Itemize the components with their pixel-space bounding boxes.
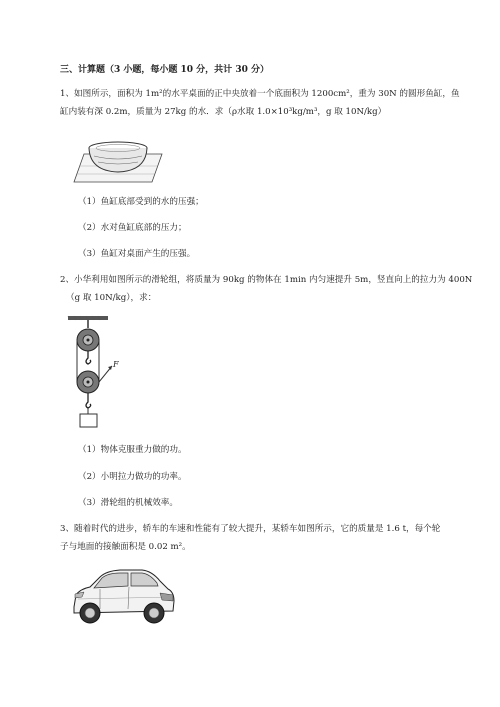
q1-sub3: （3）鱼缸对桌面产生的压强。 xyxy=(78,249,196,259)
fish-tank-figure xyxy=(74,136,164,184)
q2-text-line2: （g 取 10N/kg），求： xyxy=(66,293,157,303)
q3-text-line2: 子与地面的接触面积是 0.02 m²。 xyxy=(60,542,191,552)
q2-sub2: （2）小明拉力做功的功率。 xyxy=(78,472,187,482)
q1-sub2: （2）水对鱼缸底部的压力； xyxy=(78,223,187,233)
q2-sub3: （3）滑轮组的机械效率。 xyxy=(78,498,178,508)
force-label: F xyxy=(113,360,119,369)
q1-sub1: （1）鱼缸底部受到的水的压强； xyxy=(78,197,204,207)
q2-sub1: （1）物体克服重力做的功。 xyxy=(78,445,187,455)
section-title: 三、计算题（3 小题，每小题 10 分，共计 30 分） xyxy=(60,65,269,75)
q3-text-line1: 3、随着时代的进步，轿车的车速和性能有了较大提升，某轿车如图所示，它的质量是 1.6 t，每个轮 xyxy=(60,524,441,534)
q1-text-line1: 1、如图所示，面积为 1m²的水平桌面的正中央放着一个底面积为 1200cm²，重为 30N 的圆形鱼缸，鱼 xyxy=(60,89,460,99)
q1-text-line2: 缸内装有深 0.2m，质量为 27kg 的水．求（ρ水取 1.0×10³kg/m³，g 取 10N/kg） xyxy=(60,107,387,117)
pulley-system-figure xyxy=(68,316,128,428)
car-figure xyxy=(70,561,176,629)
q2-text-line1: 2、小华利用如图所示的滑轮组，将质量为 90kg 的物体在 1min 内匀速提升 5m，竖直向上的拉力为 400N xyxy=(60,275,473,285)
